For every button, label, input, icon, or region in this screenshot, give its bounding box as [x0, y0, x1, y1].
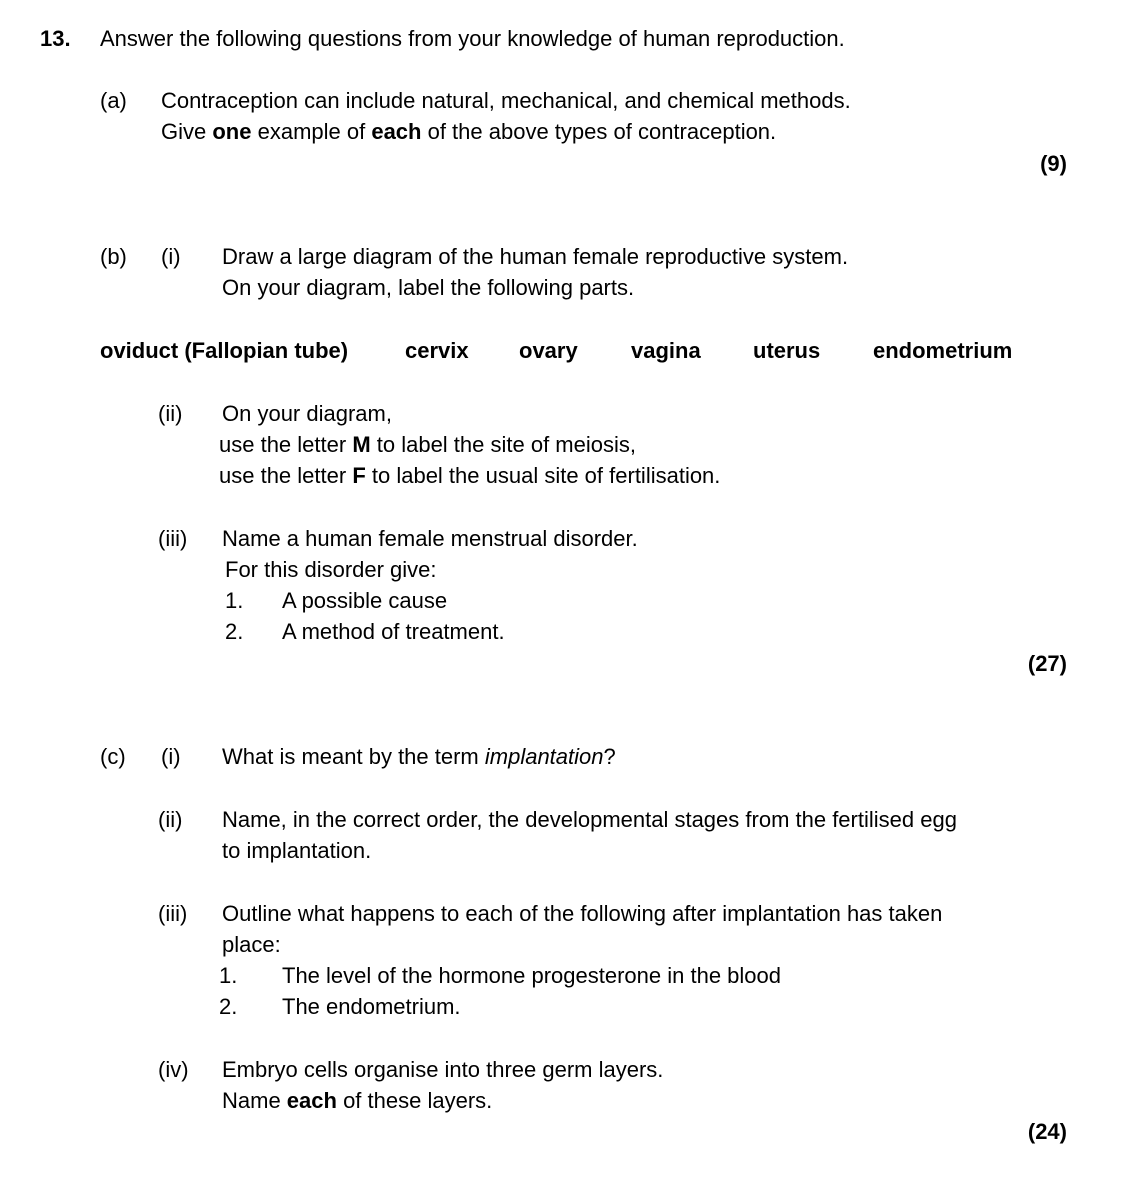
list-item-number: 2. [219, 994, 238, 1019]
part-b-ii-line3: use the letter F to label the usual site of fertilisation. [219, 463, 721, 488]
part-b-iii-label: (iii) [158, 526, 188, 551]
part-c-ii-line1: Name, in the correct order, the developmental stages from the fertilised egg [222, 807, 957, 832]
part-a-marks: (9) [1040, 151, 1067, 176]
part-c-ii-line2: to implantation. [222, 838, 372, 863]
part-b-iii-line1: Name a human female menstrual disorder. [222, 526, 638, 551]
list-item-number: 1. [219, 963, 238, 988]
list-item: The level of the hormone progesterone in the blood [282, 963, 781, 988]
part-c-iii-line1: Outline what happens to each of the following after implantation has taken [222, 901, 943, 926]
part-c-ii-label: (ii) [158, 807, 183, 832]
part-a-line2: Give one example of each of the above types of contraception. [161, 119, 777, 144]
list-item: The endometrium. [282, 994, 461, 1019]
part-c-iv-line1: Embryo cells organise into three germ layers. [222, 1057, 664, 1082]
part-b-marks: (27) [1027, 651, 1067, 676]
part-label-vagina: vagina [631, 338, 701, 363]
list-item-number: 2. [225, 619, 244, 644]
part-label-endometrium: endometrium [873, 338, 1013, 363]
part-c-iii-label: (iii) [158, 901, 188, 926]
part-label-uterus: uterus [753, 338, 821, 363]
part-b-ii-line1: On your diagram, [222, 401, 392, 426]
part-c-iv-label: (iv) [158, 1057, 189, 1082]
list-item: A possible cause [282, 588, 448, 613]
question-number: 13. [40, 26, 71, 51]
list-item-number: 1. [225, 588, 244, 613]
part-b-i-line1: Draw a large diagram of the human female reproductive system. [222, 244, 849, 269]
part-b-ii-label: (ii) [158, 401, 183, 426]
part-c-iii-line2: place: [222, 932, 281, 957]
part-c-i-label: (i) [161, 744, 181, 769]
part-a-label: (a) [100, 88, 127, 113]
question-intro: Answer the following questions from your knowledge of human reproduction. [100, 26, 845, 51]
part-b-ii-line2: use the letter M to label the site of meiosis, [219, 432, 636, 457]
part-c-iv-line2: Name each of these layers. [222, 1088, 493, 1113]
part-a-line1: Contraception can include natural, mechanical, and chemical methods. [161, 88, 851, 113]
part-c-i-text: What is meant by the term implantation? [222, 744, 616, 769]
list-item: A method of treatment. [282, 619, 505, 644]
part-b-i-label: (i) [161, 244, 181, 269]
part-b-i-line2: On your diagram, label the following parts. [222, 275, 635, 300]
part-b-label: (b) [100, 244, 127, 269]
part-label-oviduct: oviduct (Fallopian tube) [100, 338, 349, 363]
part-c-label: (c) [100, 744, 126, 769]
part-c-marks: (24) [1027, 1119, 1067, 1144]
part-label-ovary: ovary [519, 338, 578, 363]
part-label-cervix: cervix [405, 338, 469, 363]
part-b-iii-line2: For this disorder give: [225, 557, 437, 582]
